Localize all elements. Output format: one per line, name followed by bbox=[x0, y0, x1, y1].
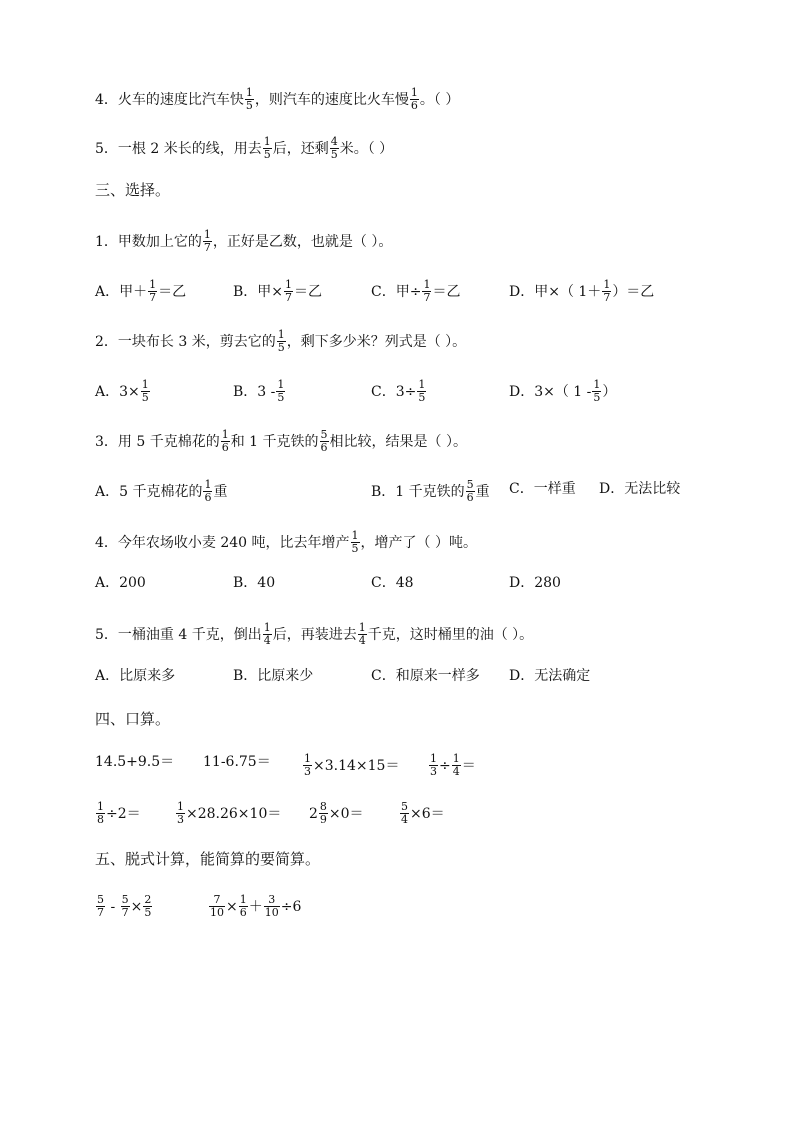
option-b[interactable]: B．比原来少 bbox=[233, 668, 314, 684]
numerator: 8 bbox=[319, 800, 327, 813]
option-d[interactable]: D．3×（ 1 - $\frac{1}{5}$ ） bbox=[509, 378, 617, 404]
fraction bbox=[203, 479, 212, 503]
numerator: 4 bbox=[330, 135, 338, 148]
denominator: 5 bbox=[144, 905, 152, 919]
choice-question-3: 3．用 5 千克棉花的 $\frac{1}{6}$ 和 1 千克铁的 $\frac{5}{6}$ 相比较，结果是（ ）。 bbox=[95, 428, 467, 454]
option-c[interactable]: C．一样重 bbox=[509, 481, 576, 497]
numerator: 1 bbox=[351, 529, 359, 542]
option-d[interactable]: D．280 bbox=[509, 575, 561, 591]
oral-expression: 2 $\frac{8}{9}$ ×0＝ bbox=[309, 800, 364, 826]
denominator: 6 bbox=[410, 98, 418, 112]
fraction bbox=[264, 894, 280, 918]
calc-expression: $\frac{5}{7}$ - $\frac{5}{7}$ × $\frac{2}{5}$ bbox=[97, 893, 152, 919]
denominator: 7 bbox=[203, 240, 211, 254]
oral-expression: $\frac{1}{3}$ ×28.26×10＝ bbox=[177, 800, 282, 826]
numerator: 1 bbox=[245, 86, 253, 99]
numerator: 7 bbox=[213, 893, 221, 906]
fraction bbox=[203, 229, 212, 253]
denominator: 5 bbox=[277, 390, 285, 404]
section-heading-choice: 三、选择。 bbox=[95, 181, 171, 199]
oral-expression: 11-6.75＝ bbox=[203, 754, 271, 770]
numerator: 1 bbox=[141, 378, 149, 391]
oral-expression: 14.5+9.5＝ bbox=[95, 754, 175, 770]
numerator: 1 bbox=[423, 278, 431, 291]
denominator: 7 bbox=[285, 290, 293, 304]
numerator: 5 bbox=[121, 893, 129, 906]
numerator: 1 bbox=[97, 800, 104, 813]
numerator: 3 bbox=[268, 893, 276, 906]
option-a[interactable]: A．比原来多 bbox=[95, 668, 176, 684]
answer-blank[interactable]: ，增产了（ ）吨。 bbox=[360, 535, 477, 552]
fraction bbox=[358, 622, 367, 646]
option-a[interactable]: A．200 bbox=[95, 575, 146, 591]
fraction bbox=[239, 894, 248, 918]
oral-expression: $\frac{1}{3}$ ×3.14×15＝ bbox=[304, 752, 400, 778]
fraction bbox=[141, 379, 150, 403]
option-b[interactable]: B．40 bbox=[233, 575, 276, 591]
answer-blank[interactable]: ，正好是乙数，也就是（ ）。 bbox=[212, 234, 393, 251]
numerator: 1 bbox=[221, 428, 229, 441]
numerator: 1 bbox=[418, 378, 426, 391]
fraction bbox=[221, 429, 230, 453]
answer-blank[interactable]: 。（ ） bbox=[419, 92, 460, 109]
denominator: 7 bbox=[149, 290, 157, 304]
option-a[interactable]: A．3× $\frac{1}{5}$ bbox=[95, 378, 149, 404]
denominator: 5 bbox=[351, 541, 359, 555]
denominator: 5 bbox=[141, 390, 149, 404]
numerator: 1 bbox=[149, 278, 157, 291]
numerator: 5 bbox=[401, 800, 408, 813]
fraction bbox=[303, 753, 312, 777]
option-b[interactable]: B．甲× $\frac{1}{7}$ ＝乙 bbox=[233, 278, 323, 304]
fraction bbox=[400, 801, 409, 825]
numerator: 1 bbox=[285, 278, 293, 291]
numerator: 1 bbox=[358, 621, 366, 634]
fraction bbox=[245, 87, 254, 111]
choice-question-4: 4．今年农场收小麦 240 吨，比去年增产 $\frac{1}{5}$ ，增产了（ ）吨。 bbox=[95, 529, 477, 555]
fraction bbox=[176, 801, 185, 825]
denominator: 5 bbox=[418, 390, 426, 404]
option-c[interactable]: C．3÷ $\frac{1}{5}$ bbox=[371, 378, 426, 404]
denominator: 10 bbox=[210, 905, 224, 919]
fraction bbox=[320, 429, 329, 453]
option-c[interactable]: C．和原来一样多 bbox=[371, 668, 480, 684]
denominator: 5 bbox=[277, 340, 285, 354]
numerator: 1 bbox=[304, 752, 311, 765]
option-a[interactable]: A．甲＋ $\frac{1}{7}$ ＝乙 bbox=[95, 278, 187, 304]
answer-blank[interactable]: 相比较，结果是（ ）。 bbox=[329, 434, 467, 451]
numerator: 1 bbox=[203, 228, 211, 241]
fraction bbox=[452, 753, 461, 777]
fraction bbox=[429, 753, 438, 777]
fraction bbox=[96, 894, 105, 918]
denominator: 4 bbox=[452, 764, 460, 778]
option-d[interactable]: D．无法比较 bbox=[599, 481, 681, 497]
fraction bbox=[330, 136, 339, 160]
fraction bbox=[466, 479, 475, 503]
denominator: 4 bbox=[358, 633, 366, 647]
fraction bbox=[96, 801, 105, 825]
denominator: 3 bbox=[304, 764, 311, 778]
numerator: 1 bbox=[430, 752, 437, 765]
numerator: 1 bbox=[593, 378, 601, 391]
option-b[interactable]: B．1 千克铁的 $\frac{5}{6}$ 重 bbox=[371, 478, 490, 504]
denominator: 3 bbox=[177, 812, 184, 826]
fraction bbox=[422, 279, 431, 303]
denominator: 7 bbox=[603, 290, 611, 304]
oral-expression: $\frac{5}{4}$ ×6＝ bbox=[401, 800, 445, 826]
denominator: 10 bbox=[264, 905, 279, 919]
fraction bbox=[263, 136, 272, 160]
choice-question-5: 5．一桶油重 4 千克，倒出 $\frac{1}{4}$ 后，再装进去 $\frac{1}{4}$ 千克，这时桶里的油（ ）。 bbox=[95, 621, 534, 647]
judge-question-5: 5．一根 2 米长的线，用去 $\frac{1}{5}$ 后，还剩 $\frac{4}{5}$ 米。（ ） bbox=[95, 135, 394, 161]
numerator: 1 bbox=[204, 478, 212, 491]
oral-expression: $\frac{1}{8}$ ÷2＝ bbox=[97, 800, 141, 826]
denominator: 6 bbox=[221, 440, 229, 454]
denominator: 5 bbox=[593, 390, 601, 404]
numerator: 5 bbox=[466, 478, 474, 491]
denominator: 7 bbox=[423, 290, 431, 304]
numerator: 1 bbox=[177, 800, 184, 813]
numerator: 2 bbox=[144, 893, 152, 906]
option-a[interactable]: A．5 千克棉花的 $\frac{1}{6}$ 重 bbox=[95, 478, 228, 504]
fraction bbox=[410, 87, 419, 111]
numerator: 1 bbox=[603, 278, 611, 291]
option-c[interactable]: C．甲÷ $\frac{1}{7}$ ＝乙 bbox=[371, 278, 461, 304]
fraction bbox=[143, 894, 152, 918]
denominator: 6 bbox=[239, 905, 247, 919]
fraction bbox=[277, 329, 286, 353]
denominator: 6 bbox=[320, 440, 328, 454]
denominator: 7 bbox=[121, 905, 129, 919]
option-d[interactable]: D．无法确定 bbox=[509, 668, 591, 684]
option-d[interactable]: D．甲×（ 1＋ $\frac{1}{7}$ ）＝乙 bbox=[509, 278, 655, 304]
numerator: 1 bbox=[410, 86, 418, 99]
numerator: 1 bbox=[263, 621, 271, 634]
fraction bbox=[284, 279, 293, 303]
judge-question-4: 4．火车的速度比汽车快 $\frac{1}{5}$ ，则汽车的速度比火车慢 $\frac{1}{6}$ 。（ ） bbox=[95, 86, 460, 112]
fraction bbox=[263, 622, 272, 646]
numerator: 1 bbox=[277, 378, 285, 391]
number: 2 bbox=[309, 806, 318, 823]
answer-blank[interactable]: 千克，这时桶里的油（ ）。 bbox=[367, 627, 534, 644]
fraction bbox=[602, 279, 611, 303]
fraction bbox=[417, 379, 426, 403]
denominator: 9 bbox=[319, 812, 327, 826]
section-heading-oral: 四、口算。 bbox=[95, 710, 171, 728]
denominator: 3 bbox=[430, 764, 437, 778]
denominator: 4 bbox=[263, 633, 271, 647]
fraction bbox=[592, 379, 601, 403]
denominator: 8 bbox=[97, 812, 104, 826]
denominator: 5 bbox=[330, 147, 338, 161]
denominator: 5 bbox=[245, 98, 253, 112]
denominator: 6 bbox=[204, 490, 212, 504]
answer-blank[interactable]: 米。（ ） bbox=[339, 141, 394, 158]
fraction bbox=[148, 279, 157, 303]
denominator: 6 bbox=[466, 490, 474, 504]
oral-expression: $\frac{1}{3}$ ÷ $\frac{1}{4}$ ＝ bbox=[430, 752, 476, 778]
option-c[interactable]: C．48 bbox=[371, 575, 414, 591]
section-heading-calculation: 五、脱式计算，能简算的要简算。 bbox=[95, 850, 321, 868]
denominator: 4 bbox=[401, 812, 408, 826]
fraction bbox=[351, 530, 360, 554]
answer-blank[interactable]: ，剩下多少米？列式是（ ）。 bbox=[286, 334, 467, 351]
fraction bbox=[209, 894, 225, 918]
denominator: 5 bbox=[263, 147, 271, 161]
numerator: 1 bbox=[452, 752, 460, 765]
denominator: 7 bbox=[97, 905, 104, 919]
numerator: 5 bbox=[320, 428, 328, 441]
numerator: 1 bbox=[277, 328, 285, 341]
calc-expression: $\frac{7}{10}$ × $\frac{1}{6}$ ＋ $\frac{3}{10}$ ÷6 bbox=[210, 893, 302, 919]
choice-question-2: 2．一块布长 3 米，剪去它的 $\frac{1}{5}$ ，剩下多少米？列式是（ ）。 bbox=[95, 328, 467, 354]
numerator: 1 bbox=[239, 893, 247, 906]
fraction bbox=[276, 379, 285, 403]
numerator: 1 bbox=[263, 135, 271, 148]
choice-question-1: 1．甲数加上它的 $\frac{1}{7}$ ，正好是乙数，也就是（ ）。 bbox=[95, 228, 393, 254]
numerator: 5 bbox=[97, 893, 104, 906]
option-b[interactable]: B．3 - $\frac{1}{5}$ bbox=[233, 378, 285, 404]
fraction bbox=[319, 801, 328, 825]
fraction bbox=[121, 894, 130, 918]
